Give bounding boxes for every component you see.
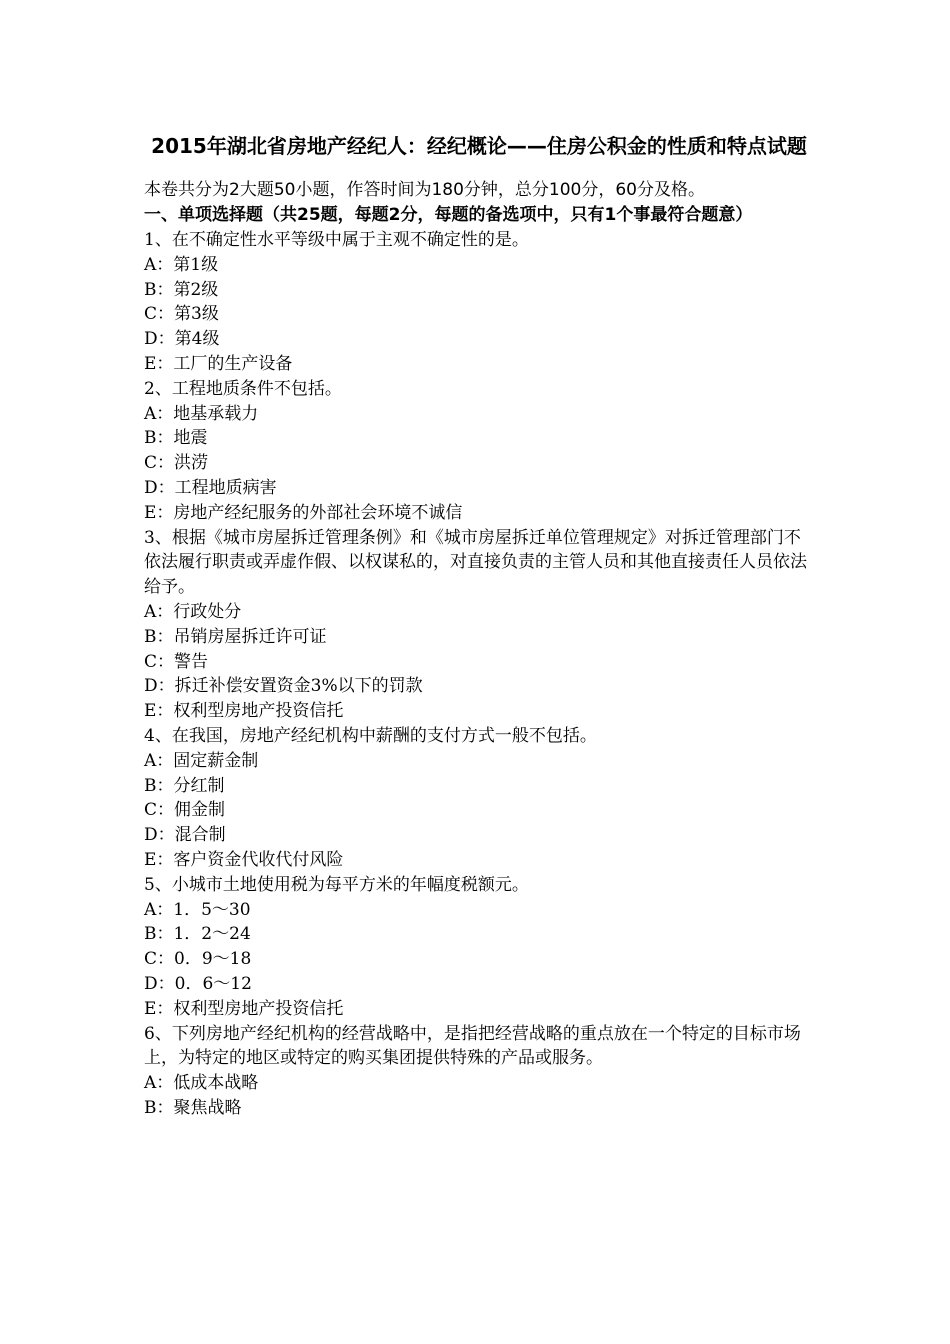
option-c: C：洪涝 [144,453,209,474]
option-e: E：工厂的生产设备 [144,353,293,374]
option-list [144,1071,814,1121]
option-a: A：1．5～30 [144,899,251,920]
option-a: A：低成本战略 [144,1073,259,1094]
option-e: E：权利型房地产投资信托 [144,998,344,1019]
option-d: D：工程地质病害 [144,477,277,498]
option-list [144,253,814,377]
document-title: 2015年湖北省房地产经纪人：经纪概论——住房公积金的性质和特点试题 [151,134,807,158]
option-b: B：吊销房屋拆迁许可证 [144,626,327,647]
question-1 [144,228,814,377]
option-list [144,402,814,526]
question-2 [144,377,814,526]
option-c: C：第3级 [144,304,219,325]
option-list [144,600,814,724]
question-4 [144,724,814,873]
question-text: 4、在我国，房地产经纪机构中薪酬的支付方式一般不包括。 [144,725,597,746]
question-text: 5、小城市土地使用税为每平方米的年幅度税额元。 [144,874,529,895]
question-3 [144,526,814,724]
option-d: D：拆迁补偿安置资金3%以下的罚款 [144,676,423,697]
option-d: D：混合制 [144,825,226,846]
option-c: C：佣金制 [144,800,226,821]
section-heading: 一、单项选择题（共25题，每题2分，每题的备选项中，只有1个事最符合题意） [144,205,753,225]
option-c: C：0．9～18 [144,949,252,970]
option-a: A：地基承载力 [144,403,259,424]
option-e: E：客户资金代收代付风险 [144,849,344,870]
option-b: B：地震 [144,428,208,449]
exam-intro: 本卷共分为2大题50小题，作答时间为180分钟，总分100分，60分及格。 [144,180,705,200]
question-text: 2、工程地质条件不包括。 [144,378,342,399]
option-b: B：分红制 [144,775,225,796]
option-b: B：第2级 [144,279,219,300]
option-e: E：权利型房地产投资信托 [144,701,344,722]
question-text: 1、在不确定性水平等级中属于主观不确定性的是。 [144,230,529,250]
option-d: D：第4级 [144,329,220,350]
document-page [144,120,814,1121]
option-b: B：1．2～24 [144,924,251,945]
question-text: 3、根据《城市房屋拆迁管理条例》和《城市房屋拆迁单位管理规定》对拆迁管理部门不依法履行职责或弄虚作假、以权谋私的，对直接负责的主管人员和其他直接责任人员依法给予。 [144,527,807,598]
option-list [144,898,814,1022]
question-5 [144,873,814,1022]
option-list [144,749,814,873]
question-text: 6、下列房地产经纪机构的经营战略中，是指把经营战略的重点放在一个特定的目标市场上，为特定的地区或特定的购买集团提供特殊的产品或服务。 [144,1023,801,1069]
option-d: D：0．6～12 [144,973,252,994]
option-c: C：警告 [144,651,209,672]
option-e: E：房地产经纪服务的外部社会环境不诚信 [144,502,463,523]
option-b: B：聚焦战略 [144,1097,242,1118]
question-6 [144,1022,814,1121]
option-a: A：固定薪金制 [144,750,259,771]
option-a: A：行政处分 [144,601,242,622]
option-a: A：第1级 [144,254,219,275]
